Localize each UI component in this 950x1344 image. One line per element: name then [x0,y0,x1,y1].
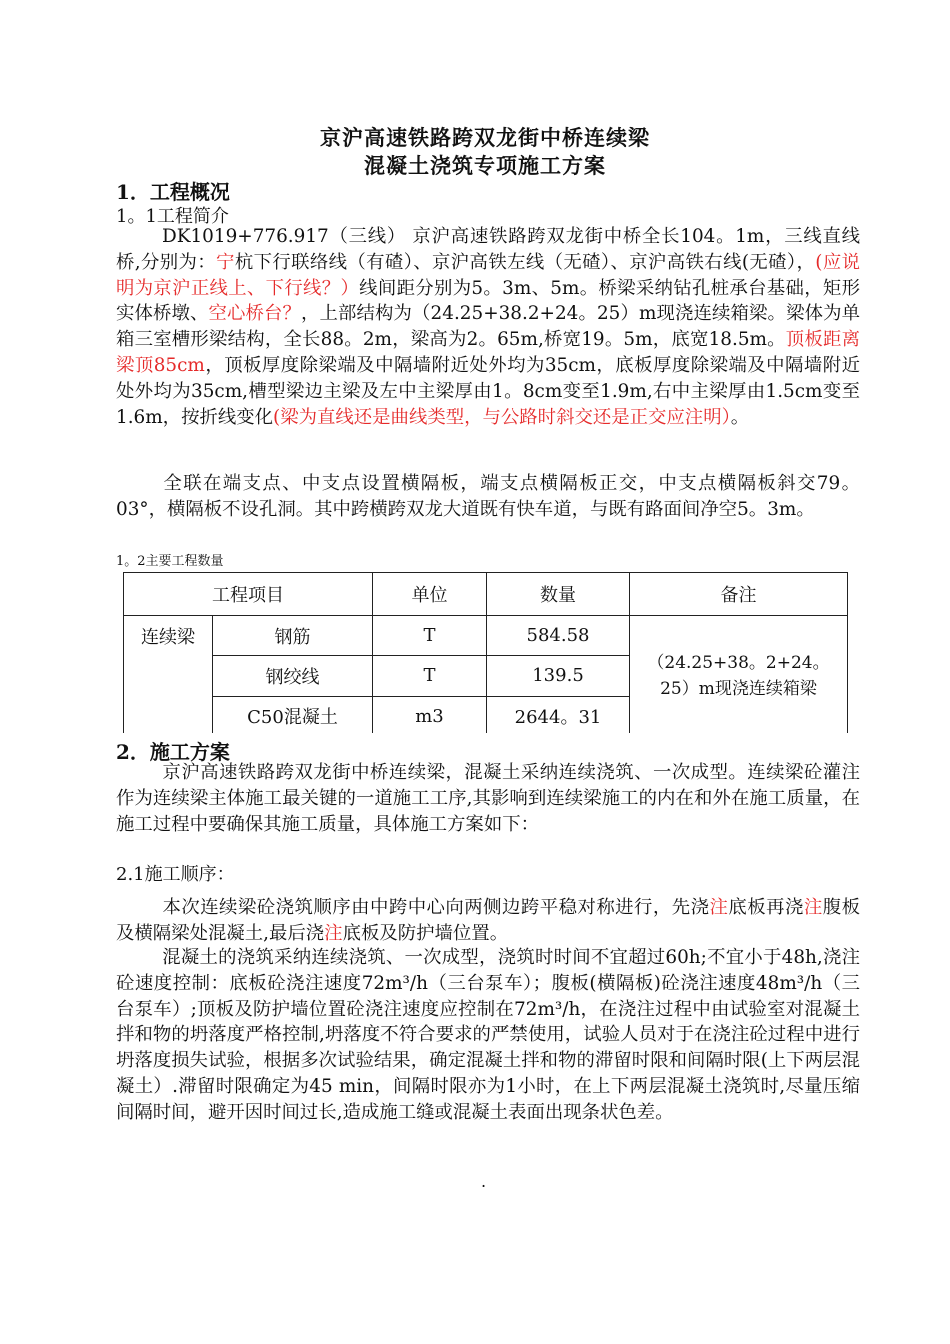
body-text: ，上部结构为（24.25+38.2+24。25）m现浇连续箱梁。梁体为单箱三室槽形梁结构，全长88。2m，梁高为2。65m,桥宽19。5m，底宽18.5m。 [116,303,860,351]
table-header-row [124,573,848,616]
header-unit: 单位 [373,573,487,616]
body-text: 。 [730,406,750,428]
body-text: 底板再浇 [728,897,804,918]
annotation-text: 注 [709,897,729,918]
section-1-2-heading: 1。2主要工程数量 [116,554,224,569]
body-text: 线间距分别为5。3m、5m。桥梁采纳钻孔桩承台基础，矩形实体桥墩、 [116,277,860,325]
body-text: 腹板及横隔梁处混凝土,最后浇 [116,897,860,944]
diaphragm-text: 全联在端支点、中支点设置横隔板，端支点横隔板正交，中支点横隔板斜交79。03°，横隔板不设孔洞。其中跨横跨双龙大道既有快车道，与既有路面间净空5。3m。 [116,473,860,520]
page-dot: . [481,1172,487,1191]
annotation-text: (应说明为京沪正线上、下行线？） [116,251,860,299]
annotation-text: 注 [324,922,343,944]
unit-cell: T [373,616,487,656]
intro-paragraph [116,224,860,430]
remark-cell: （24.25+38。2+24。25）m现浇连续箱梁 [630,616,848,737]
body-text: ，顶板厚度除梁端及中隔墙附近处外均为35cm，底板厚度除梁端及中隔墙附近处外均为35cm,槽型梁边主梁及左中主梁厚由1。8cm变至1.9m,右中主梁厚由1.5cm变至1.6m，按折线变化 [116,354,860,428]
body-text: DK1019+776.917（三线） 京沪高速铁路跨双龙街中桥全长104。1m，三线直线桥,分别为： [116,226,860,273]
qty-cell: 139.5 [487,656,630,696]
unit-cell: m3 [373,696,487,736]
item-cell: 钢绞线 [213,656,373,697]
title-line-2: 混凝土浇筑专项施工方案 [364,153,606,178]
annotation-text: 宁 [216,251,235,273]
qty-cell: 2644。31 [487,696,630,736]
annotation-text: 注 [803,897,823,918]
table-row [124,616,848,656]
title-line-1: 京沪高速铁路跨双龙街中桥连续梁 [320,125,650,150]
group-cell [124,616,373,737]
header-item: 工程项目 [124,573,373,616]
annotation-text: 顶板距离梁顶85cm [116,329,860,376]
body-text: 本次连续梁砼浇筑顺序由中跨中心向两侧边跨平稳对称进行，先浇 [162,897,710,918]
construction-plan-text: 京沪高速铁路跨双龙街中桥连续梁，混凝土采纳连续浇筑、一次成型。连续梁砼灌注作为连续梁主体施工最关键的一道施工工序,其影响到连续梁施工的内在和外在施工质量，在施工过程中要确保其施工质量，具体施工方案如下： [116,762,860,835]
section-2-heading: 2．施工方案 [116,740,230,764]
item-cell: 钢筋 [213,616,373,656]
sequence-paragraph [116,895,860,947]
body-text: 杭下行联络线（有碴）、京沪高铁左线（无碴）、京沪高铁右线(无碴）， [234,251,816,273]
group-label: 连续梁 [124,616,213,656]
qty-cell: 584.58 [487,616,630,656]
annotation-text: (梁为直线还是曲线类型，与公路时斜交还是正交应注明） [273,406,731,428]
section-2-1-heading: 2.1施工顺序： [116,864,235,885]
construction-plan-paragraph [116,760,860,837]
annotation-text: 空心桥台？ [208,303,302,325]
section-1-heading: 1．工程概况 [116,180,230,204]
body-text: 底板及防护墙位置。 [342,922,509,944]
unit-cell: T [373,656,487,696]
section-1-1-heading: 1。1工程简介 [116,206,229,227]
pouring-text: 混凝土的浇筑采纳连续浇筑、一次成型，浇筑时时间不宜超过60h;不宜小于48h,浇注砼速度控制：底板砼浇注速度72m³/h（三台泵车）；腹板(横隔板)砼浇注速度48m³/h（三台泵车）;顶板及防护墙位置砼浇注速度应控制在72m³/h，在浇注过程中由试验室对混凝土拌和物的坍落度严格控制,坍落度不符合要求的严禁使用，试验人员对于在浇注砼过程中进行坍落度损失试验，根据多次试验结果，确定混凝土拌和物的滞留时限和间隔时限(上下两层混凝土）.滞留时限确定为45 min，间隔时限亦为1小时，在上下两层混凝土浇筑时,尽量压缩间隔时间，避开因时间过长,造成施工缝或混凝土表面出现条状色差。 [116,947,860,1123]
pouring-paragraph [116,945,860,1126]
quantity-table [123,572,848,737]
diaphragm-paragraph [116,471,860,523]
header-qty: 数量 [487,573,630,616]
item-cell: C50混凝土 [247,707,338,729]
header-remark: 备注 [630,573,848,616]
